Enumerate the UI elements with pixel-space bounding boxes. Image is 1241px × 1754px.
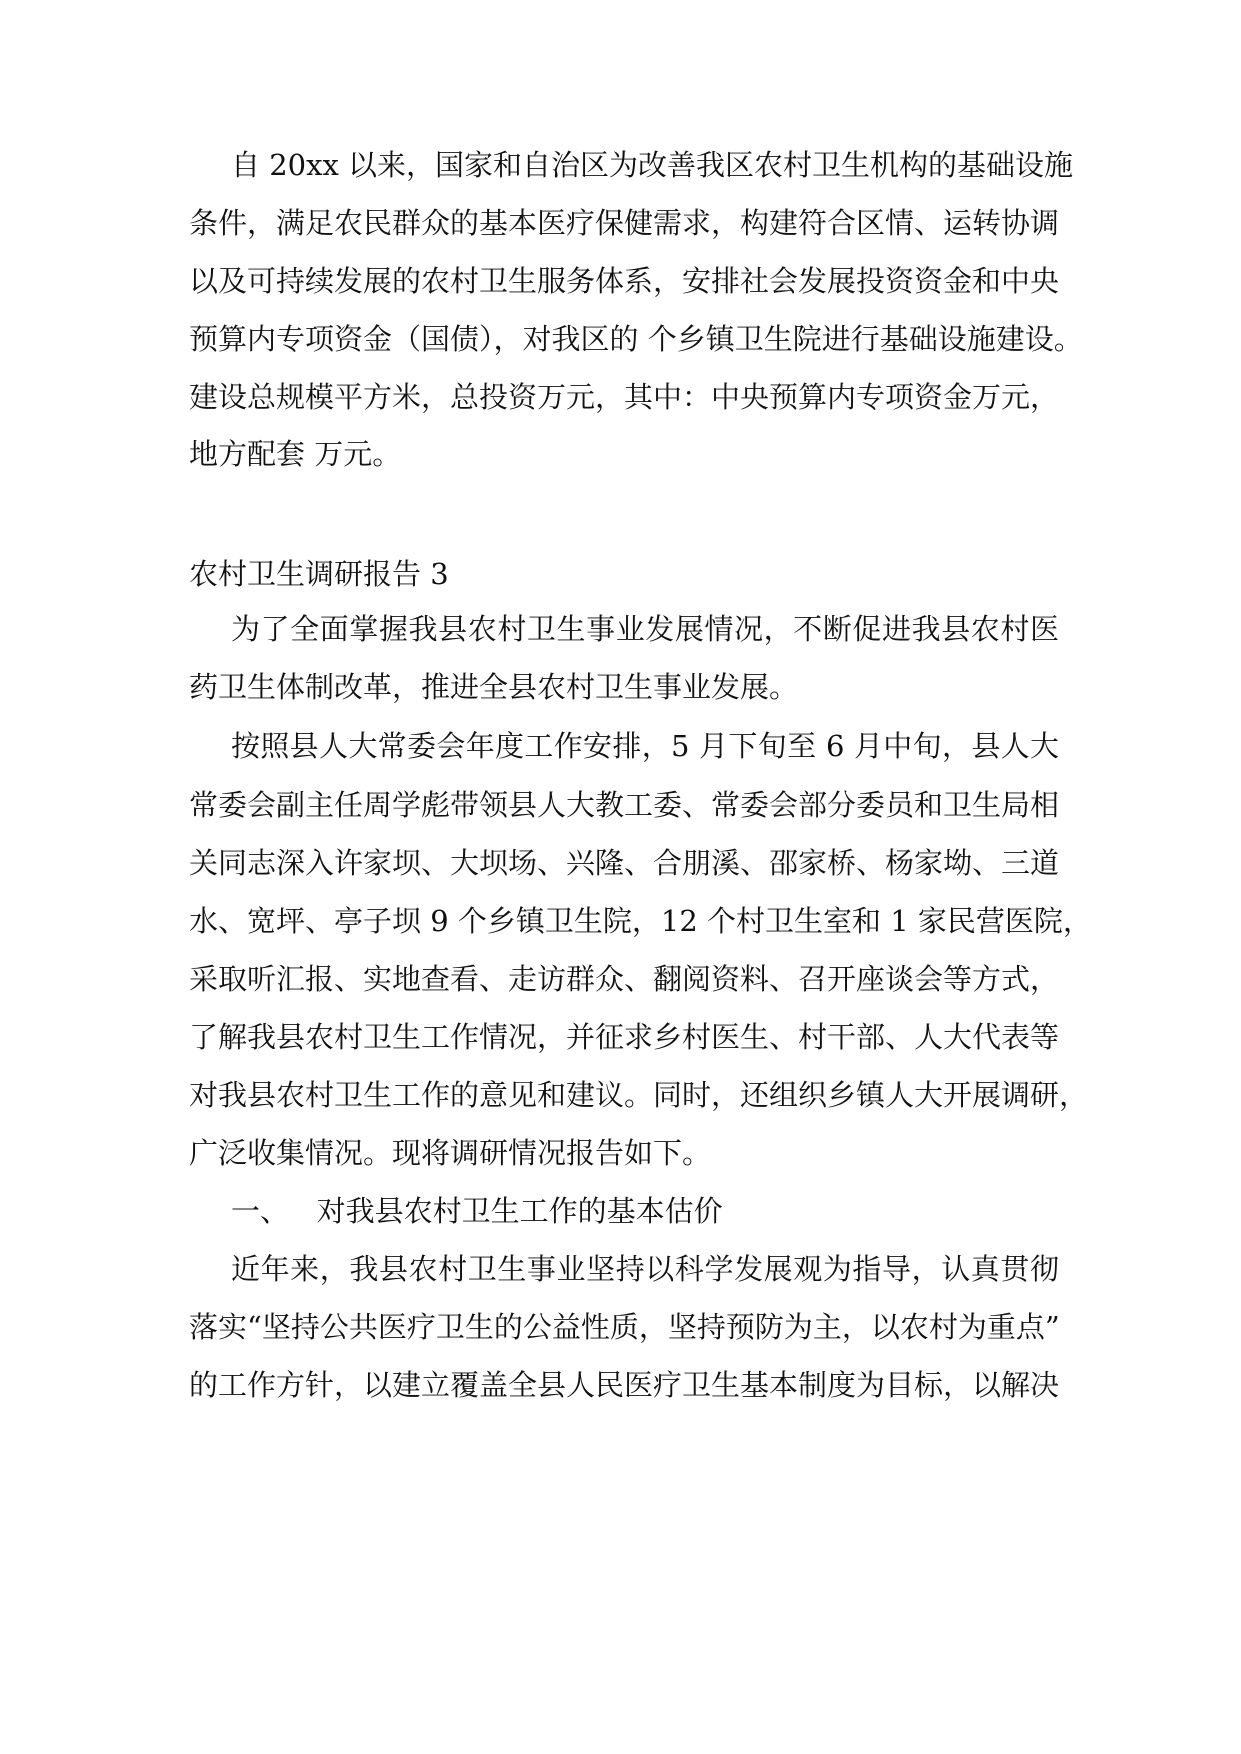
paragraph-1-line-6: 地方配套 万元。: [189, 437, 402, 471]
paragraph-1-line-5: 建设总规模平方米，总投资万元，其中：中央预算内专项资金万元，: [189, 380, 1060, 414]
paragraph-2-line-2: 药卫生体制改革，推进全县农村卫生事业发展。: [189, 670, 799, 704]
paragraph-1-line-4: 预算内专项资金（国债），对我区的 个乡镇卫生院进行基础设施建设。: [189, 322, 1083, 356]
paragraph-4-line-3: 的工作方针，以建立覆盖全县人民医疗卫生基本制度为目标，以解决: [189, 1368, 1060, 1402]
section-heading: 农村卫生调研报告 3: [189, 557, 449, 591]
paragraph-1-line-1: 自 20xx 以来，国家和自治区为改善我区农村卫生机构的基础设施: [231, 148, 1074, 182]
paragraph-3-line-8: 广泛收集情况。现将调研情况报告如下。: [189, 1136, 712, 1170]
paragraph-3-line-7: 对我县农村卫生工作的意见和建议。同时，还组织乡镇人大开展调研，: [189, 1078, 1089, 1112]
paragraph-3-line-2: 常委会副主任周学彪带领县人大教工委、常委会部分委员和卫生局相: [189, 788, 1060, 822]
paragraph-2-line-1: 为了全面掌握我县农村卫生事业发展情况，不断促进我县农村医: [231, 612, 1059, 646]
paragraph-3-line-5: 采取听汇报、实地查看、走访群众、翻阅资料、召开座谈会等方式，: [189, 962, 1060, 996]
paragraph-1-line-3: 以及可持续发展的农村卫生服务体系，安排社会发展投资资金和中央: [189, 264, 1060, 298]
paragraph-4-line-2: 落实“坚持公共医疗卫生的公益性质，坚持预防为主，以农村为重点”: [189, 1310, 1060, 1344]
paragraph-1-line-2: 条件，满足农民群众的基本医疗保健需求，构建符合区情、运转协调: [189, 206, 1060, 240]
paragraph-3-line-3: 关同志深入许家坝、大坝场、兴隆、合朋溪、邵家桥、杨家坳、三道: [189, 846, 1060, 880]
paragraph-4-line-1: 近年来，我县农村卫生事业坚持以科学发展观为指导，认真贯彻: [231, 1252, 1059, 1286]
paragraph-3-line-4: 水、宽坪、亭子坝 9 个乡镇卫生院，12 个村卫生室和 1 家民营医院，: [189, 904, 1092, 938]
paragraph-3-line-6: 了解我县农村卫生工作情况，并征求乡村医生、村干部、人大代表等: [189, 1020, 1060, 1054]
subheading-one: 一、 对我县农村卫生工作的基本估价: [231, 1194, 723, 1228]
paragraph-3-line-1: 按照县人大常委会年度工作安排，5 月下旬至 6 月中旬，县人大: [231, 729, 1059, 763]
